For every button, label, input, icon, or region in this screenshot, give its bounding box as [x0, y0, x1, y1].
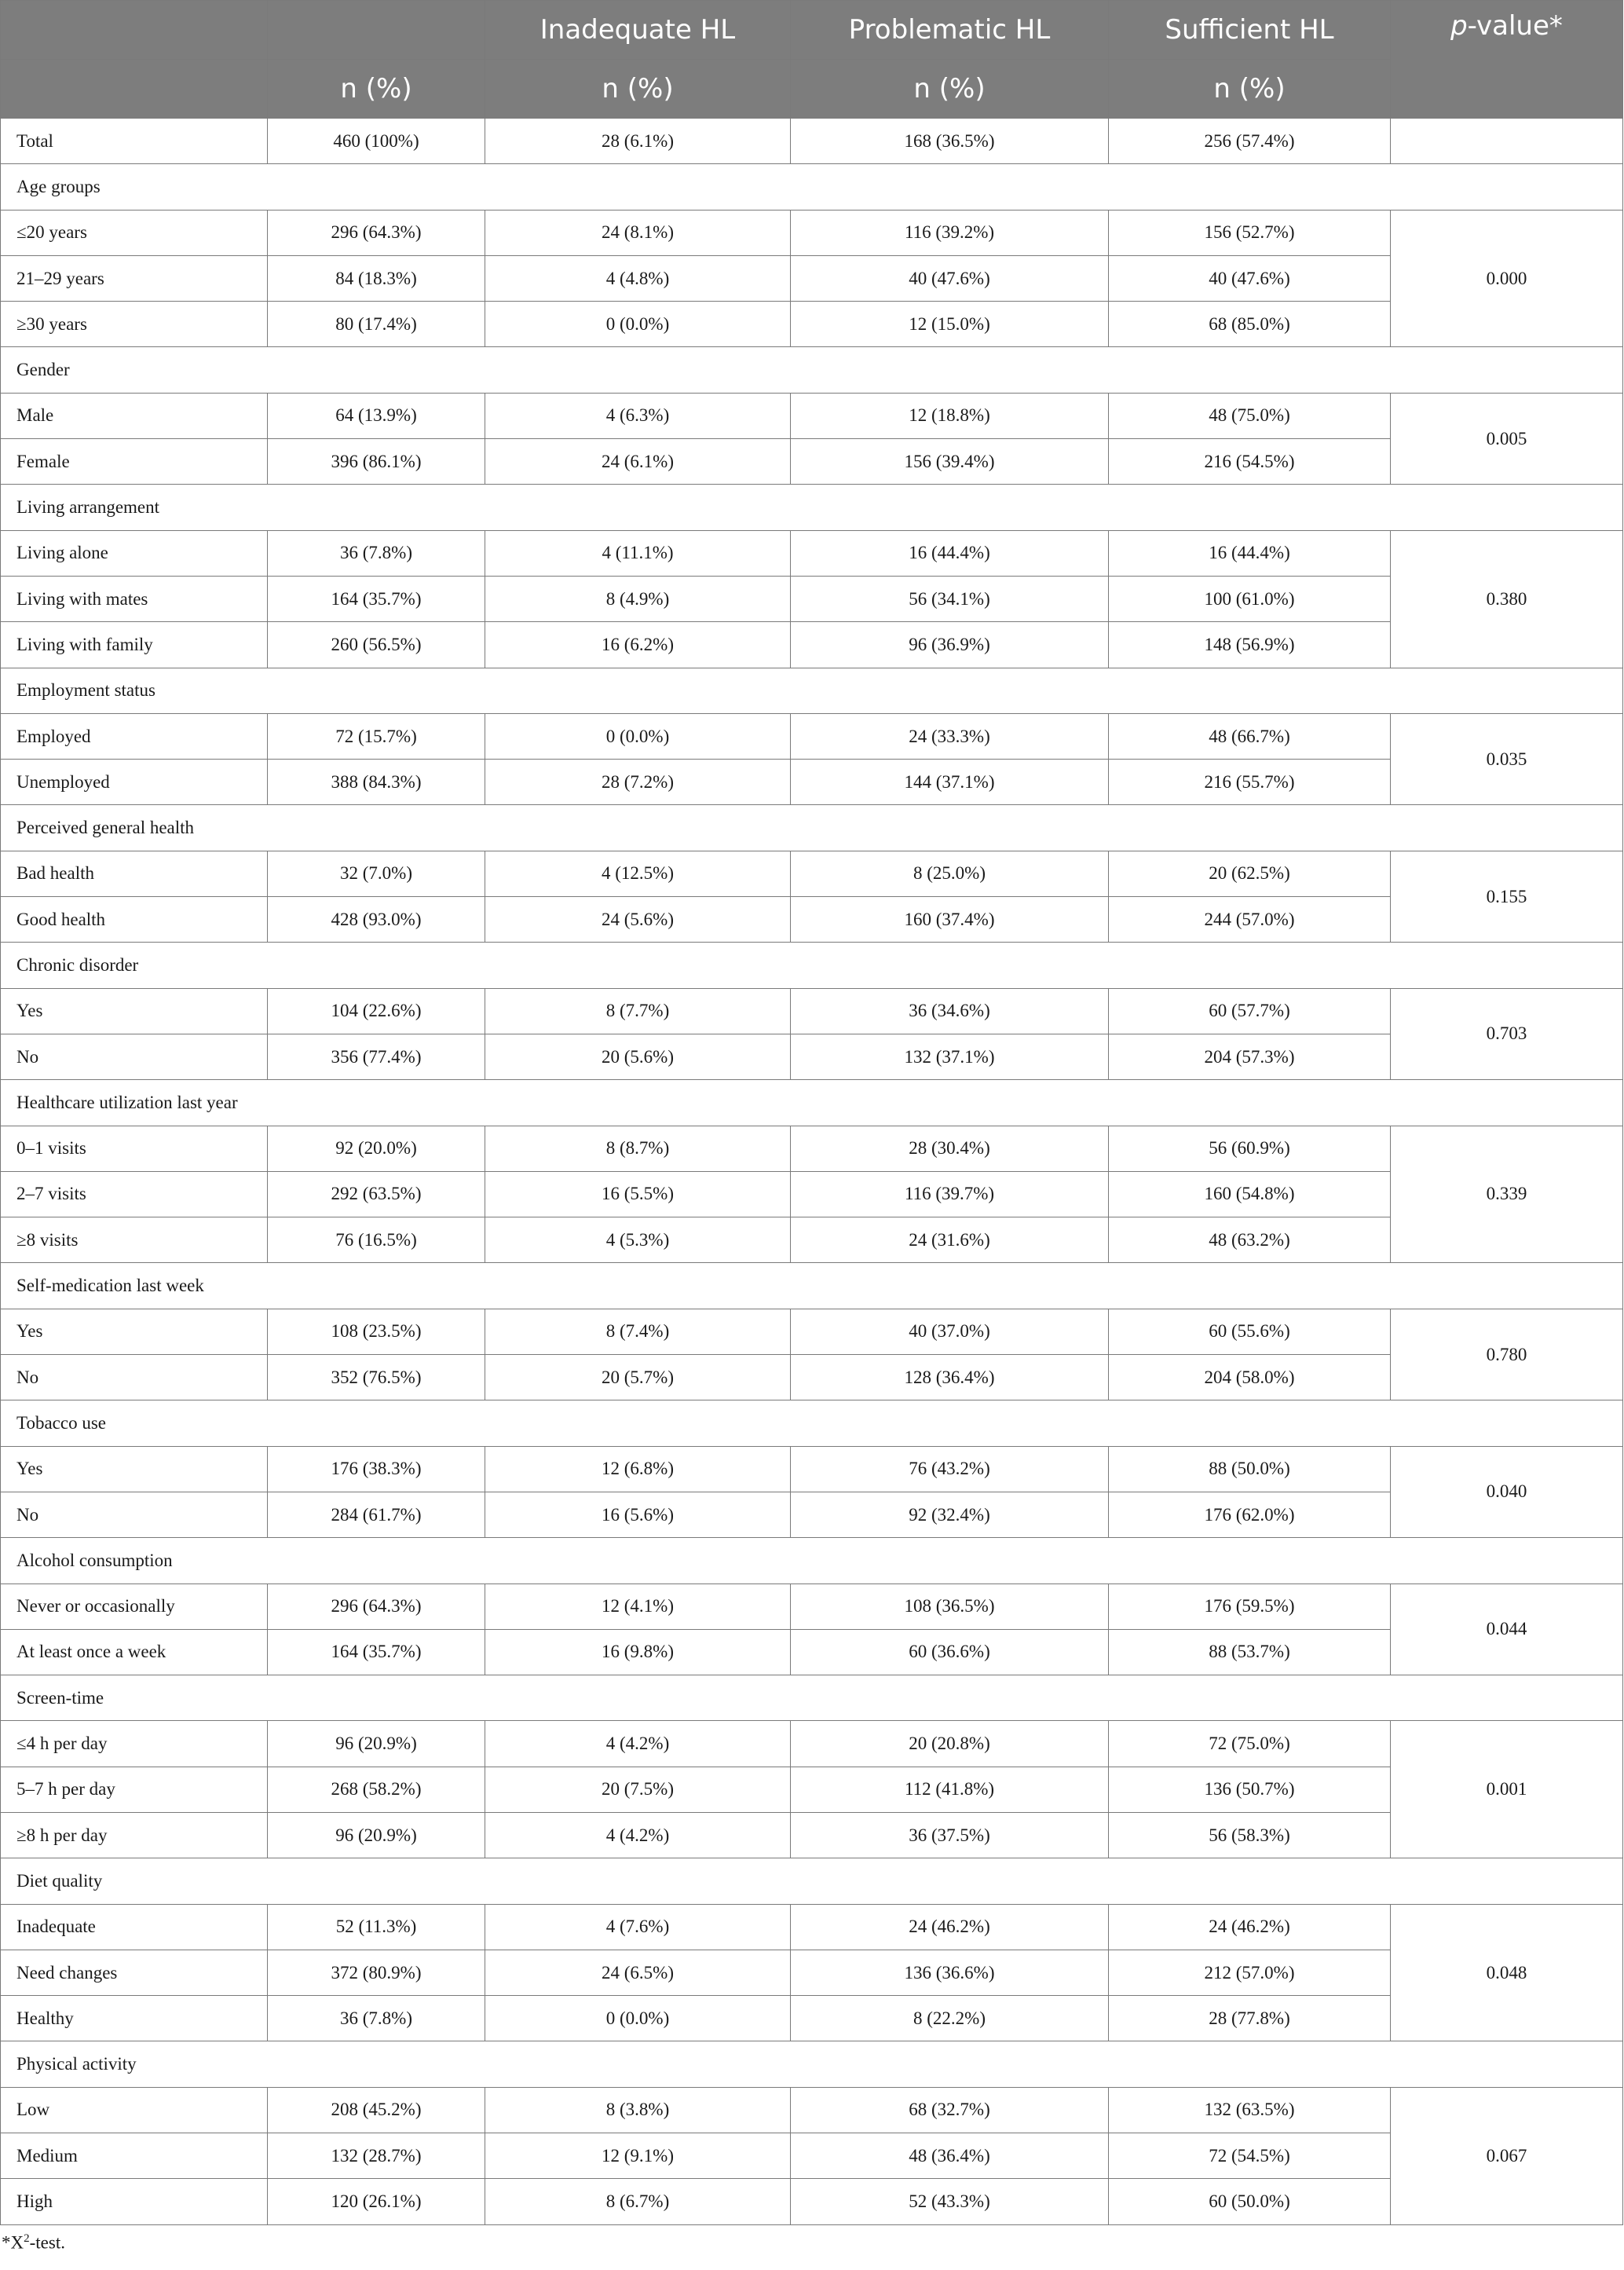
cell-problematic: 160 (37.4%) — [791, 897, 1109, 943]
cell-n: 164 (35.7%) — [268, 1629, 485, 1675]
group-title: Tobacco use — [1, 1400, 1623, 1446]
p-value-rest: -value* — [1467, 10, 1563, 42]
footnote-suffix: -test. — [29, 2232, 65, 2253]
cell-problematic: 116 (39.7%) — [791, 1171, 1109, 1217]
table-row — [1, 1904, 1623, 1950]
table-row — [1, 302, 1623, 347]
cell-sufficient: 40 (47.6%) — [1109, 255, 1391, 301]
cell-problematic: 52 (43.3%) — [791, 2179, 1109, 2224]
cell-problematic: 76 (43.2%) — [791, 1446, 1109, 1492]
group-header-row — [1, 1263, 1623, 1309]
cell-n: 292 (63.5%) — [268, 1171, 485, 1217]
header-n-percent: n (%) — [791, 60, 1109, 119]
row-label: ≤4 h per day — [1, 1721, 268, 1767]
cell-problematic: 24 (33.3%) — [791, 713, 1109, 759]
cell-inadequate: 12 (4.1%) — [485, 1584, 791, 1629]
cell-inadequate: 4 (7.6%) — [485, 1904, 791, 1950]
cell-sufficient: 176 (59.5%) — [1109, 1584, 1391, 1629]
table-row — [1, 1584, 1623, 1629]
group-title: Gender — [1, 347, 1623, 393]
cell-n: 428 (93.0%) — [268, 897, 485, 943]
row-label: 5–7 h per day — [1, 1767, 268, 1812]
cell-inadequate: 4 (4.2%) — [485, 1721, 791, 1767]
row-label: ≥8 visits — [1, 1217, 268, 1263]
cell-problematic: 92 (32.4%) — [791, 1492, 1109, 1537]
row-label: Never or occasionally — [1, 1584, 268, 1629]
cell-sufficient: 16 (44.4%) — [1109, 530, 1391, 576]
cell-sufficient: 60 (50.0%) — [1109, 2179, 1391, 2224]
row-label: Living with mates — [1, 576, 268, 621]
cell-sufficient: 48 (63.2%) — [1109, 1217, 1391, 1263]
group-header-row — [1, 164, 1623, 210]
group-header-row — [1, 1400, 1623, 1446]
cell-n: 96 (20.9%) — [268, 1812, 485, 1858]
cell-sufficient: 204 (57.3%) — [1109, 1034, 1391, 1079]
cell-inadequate: 20 (7.5%) — [485, 1767, 791, 1812]
cell-n: 52 (11.3%) — [268, 1904, 485, 1950]
cell-problematic: 24 (31.6%) — [791, 1217, 1109, 1263]
table-row — [1, 1034, 1623, 1079]
table-row — [1, 1171, 1623, 1217]
table-row — [1, 851, 1623, 896]
cell-p-value: 0.040 — [1391, 1446, 1623, 1538]
cell-sufficient: 88 (53.7%) — [1109, 1629, 1391, 1675]
group-header-row — [1, 1675, 1623, 1721]
cell-n: 76 (16.5%) — [268, 1217, 485, 1263]
table-row — [1, 1812, 1623, 1858]
header-n-percent: n (%) — [1109, 60, 1391, 119]
cell-sufficient: 100 (61.0%) — [1109, 576, 1391, 621]
cell-sufficient: 68 (85.0%) — [1109, 302, 1391, 347]
cell-inadequate: 8 (6.7%) — [485, 2179, 791, 2224]
table-row — [1, 393, 1623, 438]
table-row — [1, 2133, 1623, 2179]
header-sufficient-hl: Sufficient HL — [1109, 1, 1391, 60]
table-row — [1, 1492, 1623, 1537]
cell-sufficient: 48 (75.0%) — [1109, 393, 1391, 438]
cell-sufficient: 160 (54.8%) — [1109, 1171, 1391, 1217]
table-footnote — [2, 2232, 65, 2254]
table-row — [1, 1446, 1623, 1492]
cell-inadequate: 4 (5.3%) — [485, 1217, 791, 1263]
row-label: Good health — [1, 897, 268, 943]
cell-inadequate: 24 (8.1%) — [485, 210, 791, 255]
table-row — [1, 622, 1623, 668]
cell-n: 396 (86.1%) — [268, 439, 485, 485]
cell-n: 296 (64.3%) — [268, 1584, 485, 1629]
table-row — [1, 1355, 1623, 1400]
header-row-1 — [1, 1, 1623, 60]
cell-sufficient: 216 (54.5%) — [1109, 439, 1391, 485]
group-header-row — [1, 1080, 1623, 1126]
cell-sufficient: 212 (57.0%) — [1109, 1950, 1391, 1995]
table-body — [1, 119, 1623, 2225]
row-label: Employed — [1, 713, 268, 759]
row-label: High — [1, 2179, 268, 2224]
cell-n: 176 (38.3%) — [268, 1446, 485, 1492]
total-row — [1, 119, 1623, 164]
cell-n: 208 (45.2%) — [268, 2087, 485, 2133]
cell-inadequate: 16 (5.5%) — [485, 1171, 791, 1217]
cell-n: 356 (77.4%) — [268, 1034, 485, 1079]
row-label: Low — [1, 2087, 268, 2133]
cell-problematic: 12 (18.8%) — [791, 393, 1109, 438]
table-row — [1, 988, 1623, 1034]
cell-inadequate: 8 (7.4%) — [485, 1309, 791, 1354]
cell-sufficient: 56 (60.9%) — [1109, 1126, 1391, 1171]
cell-problematic: 116 (39.2%) — [791, 210, 1109, 255]
cell-p-value: 0.067 — [1391, 2087, 1623, 2224]
cell-sufficient: 256 (57.4%) — [1109, 119, 1391, 164]
cell-p-value: 0.380 — [1391, 530, 1623, 668]
cell-n: 64 (13.9%) — [268, 393, 485, 438]
table-row — [1, 2087, 1623, 2133]
cell-sufficient: 132 (63.5%) — [1109, 2087, 1391, 2133]
cell-problematic: 136 (36.6%) — [791, 1950, 1109, 1995]
header-empty-cell — [1, 1, 268, 60]
cell-inadequate: 24 (6.5%) — [485, 1950, 791, 1995]
cell-problematic: 36 (34.6%) — [791, 988, 1109, 1034]
cell-sufficient: 176 (62.0%) — [1109, 1492, 1391, 1537]
row-label: Living with family — [1, 622, 268, 668]
row-label: Unemployed — [1, 760, 268, 805]
cell-problematic: 132 (37.1%) — [791, 1034, 1109, 1079]
cell-inadequate: 12 (6.8%) — [485, 1446, 791, 1492]
cell-sufficient: 60 (55.6%) — [1109, 1309, 1391, 1354]
cell-inadequate: 20 (5.7%) — [485, 1355, 791, 1400]
table-row — [1, 1721, 1623, 1767]
cell-inadequate: 8 (7.7%) — [485, 988, 791, 1034]
cell-inadequate: 0 (0.0%) — [485, 302, 791, 347]
cell-sufficient: 136 (50.7%) — [1109, 1767, 1391, 1812]
cell-inadequate: 16 (5.6%) — [485, 1492, 791, 1537]
cell-problematic: 24 (46.2%) — [791, 1904, 1109, 1950]
cell-n: 108 (23.5%) — [268, 1309, 485, 1354]
row-label: Bad health — [1, 851, 268, 896]
group-title: Chronic disorder — [1, 943, 1623, 988]
group-header-row — [1, 1858, 1623, 1904]
cell-p-value: 0.339 — [1391, 1126, 1623, 1263]
cell-problematic: 128 (36.4%) — [791, 1355, 1109, 1400]
row-label: 0–1 visits — [1, 1126, 268, 1171]
cell-problematic: 68 (32.7%) — [791, 2087, 1109, 2133]
cell-inadequate: 28 (7.2%) — [485, 760, 791, 805]
table-row — [1, 2179, 1623, 2224]
row-label: No — [1, 1034, 268, 1079]
cell-n: 164 (35.7%) — [268, 576, 485, 621]
cell-sufficient: 148 (56.9%) — [1109, 622, 1391, 668]
cell-problematic: 60 (36.6%) — [791, 1629, 1109, 1675]
cell-problematic: 112 (41.8%) — [791, 1767, 1109, 1812]
row-label: Total — [1, 119, 268, 164]
row-label: 2–7 visits — [1, 1171, 268, 1217]
group-header-row — [1, 2041, 1623, 2087]
cell-n: 260 (56.5%) — [268, 622, 485, 668]
cell-p-value: 0.035 — [1391, 713, 1623, 805]
cell-p-value: 0.048 — [1391, 1904, 1623, 2041]
cell-p-value: 0.155 — [1391, 851, 1623, 943]
cell-n: 96 (20.9%) — [268, 1721, 485, 1767]
cell-p-value: 0.703 — [1391, 988, 1623, 1080]
cell-inadequate: 4 (6.3%) — [485, 393, 791, 438]
cell-n: 388 (84.3%) — [268, 760, 485, 805]
header-row-2 — [1, 60, 1623, 119]
table-row — [1, 255, 1623, 301]
cell-n: 72 (15.7%) — [268, 713, 485, 759]
cell-problematic: 28 (30.4%) — [791, 1126, 1109, 1171]
group-title: Perceived general health — [1, 805, 1623, 851]
table-row — [1, 1309, 1623, 1354]
row-label: Inadequate — [1, 1904, 268, 1950]
table-header — [1, 1, 1623, 119]
cell-problematic: 108 (36.5%) — [791, 1584, 1109, 1629]
cell-sufficient: 48 (66.7%) — [1109, 713, 1391, 759]
row-label: 21–29 years — [1, 255, 268, 301]
group-title: Healthcare utilization last year — [1, 1080, 1623, 1126]
cell-inadequate: 20 (5.6%) — [485, 1034, 791, 1079]
cell-n: 104 (22.6%) — [268, 988, 485, 1034]
cell-p-value: 0.000 — [1391, 210, 1623, 347]
cell-problematic: 156 (39.4%) — [791, 439, 1109, 485]
row-label: Yes — [1, 1309, 268, 1354]
cell-sufficient: 156 (52.7%) — [1109, 210, 1391, 255]
table-row — [1, 1996, 1623, 2041]
cell-n: 132 (28.7%) — [268, 2133, 485, 2179]
cell-sufficient: 56 (58.3%) — [1109, 1812, 1391, 1858]
cell-sufficient: 204 (58.0%) — [1109, 1355, 1391, 1400]
cell-sufficient: 72 (75.0%) — [1109, 1721, 1391, 1767]
table-row — [1, 760, 1623, 805]
footnote-prefix: *X — [2, 2232, 24, 2253]
cell-inadequate: 8 (4.9%) — [485, 576, 791, 621]
cell-n: 284 (61.7%) — [268, 1492, 485, 1537]
group-title: Age groups — [1, 164, 1623, 210]
cell-n: 80 (17.4%) — [268, 302, 485, 347]
cell-problematic: 16 (44.4%) — [791, 530, 1109, 576]
cell-n: 352 (76.5%) — [268, 1355, 485, 1400]
row-label: No — [1, 1492, 268, 1537]
cell-inadequate: 24 (6.1%) — [485, 439, 791, 485]
footnote-superscript: 2 — [24, 2232, 30, 2245]
cell-n: 84 (18.3%) — [268, 255, 485, 301]
cell-p-value — [1391, 119, 1623, 164]
group-header-row — [1, 485, 1623, 530]
cell-problematic: 8 (25.0%) — [791, 851, 1109, 896]
group-title: Alcohol consumption — [1, 1538, 1623, 1584]
cell-inadequate: 28 (6.1%) — [485, 119, 791, 164]
cell-sufficient: 216 (55.7%) — [1109, 760, 1391, 805]
row-label: Yes — [1, 988, 268, 1034]
cell-inadequate: 16 (6.2%) — [485, 622, 791, 668]
cell-problematic: 36 (37.5%) — [791, 1812, 1109, 1858]
cell-inadequate: 4 (11.1%) — [485, 530, 791, 576]
cell-n: 36 (7.8%) — [268, 1996, 485, 2041]
row-label: Living alone — [1, 530, 268, 576]
cell-problematic: 56 (34.1%) — [791, 576, 1109, 621]
cell-inadequate: 4 (4.2%) — [485, 1812, 791, 1858]
row-label: No — [1, 1355, 268, 1400]
row-label: At least once a week — [1, 1629, 268, 1675]
row-label: Male — [1, 393, 268, 438]
cell-problematic: 40 (47.6%) — [791, 255, 1109, 301]
group-title: Self-medication last week — [1, 1263, 1623, 1309]
header-problematic-hl: Problematic HL — [791, 1, 1109, 60]
header-empty-cell — [1, 60, 268, 119]
cell-sufficient: 20 (62.5%) — [1109, 851, 1391, 896]
cell-inadequate: 4 (4.8%) — [485, 255, 791, 301]
cell-n: 460 (100%) — [268, 119, 485, 164]
group-header-row — [1, 1538, 1623, 1584]
group-title: Living arrangement — [1, 485, 1623, 530]
cell-sufficient: 72 (54.5%) — [1109, 2133, 1391, 2179]
cell-p-value: 0.005 — [1391, 393, 1623, 485]
group-header-row — [1, 668, 1623, 713]
cell-problematic: 20 (20.8%) — [791, 1721, 1109, 1767]
cell-problematic: 40 (37.0%) — [791, 1309, 1109, 1354]
header-n-percent: n (%) — [485, 60, 791, 119]
row-label: ≥8 h per day — [1, 1812, 268, 1858]
table-row — [1, 1126, 1623, 1171]
row-label: ≤20 years — [1, 210, 268, 255]
cell-n: 120 (26.1%) — [268, 2179, 485, 2224]
cell-inadequate: 0 (0.0%) — [485, 713, 791, 759]
cell-inadequate: 8 (3.8%) — [485, 2087, 791, 2133]
cell-p-value: 0.044 — [1391, 1584, 1623, 1675]
group-title: Employment status — [1, 668, 1623, 713]
cell-sufficient: 88 (50.0%) — [1109, 1446, 1391, 1492]
cell-n: 32 (7.0%) — [268, 851, 485, 896]
cell-inadequate: 12 (9.1%) — [485, 2133, 791, 2179]
group-header-row — [1, 805, 1623, 851]
cell-inadequate: 4 (12.5%) — [485, 851, 791, 896]
group-title: Physical activity — [1, 2041, 1623, 2087]
row-label: Medium — [1, 2133, 268, 2179]
table-row — [1, 576, 1623, 621]
cell-problematic: 144 (37.1%) — [791, 760, 1109, 805]
row-label: Healthy — [1, 1996, 268, 2041]
cell-problematic: 8 (22.2%) — [791, 1996, 1109, 2041]
cell-n: 92 (20.0%) — [268, 1126, 485, 1171]
cell-inadequate: 8 (8.7%) — [485, 1126, 791, 1171]
cell-n: 372 (80.9%) — [268, 1950, 485, 1995]
cell-n: 268 (58.2%) — [268, 1767, 485, 1812]
cell-p-value: 0.780 — [1391, 1309, 1623, 1400]
table-row — [1, 210, 1623, 255]
cell-p-value: 0.001 — [1391, 1721, 1623, 1858]
cell-n: 296 (64.3%) — [268, 210, 485, 255]
row-label: Yes — [1, 1446, 268, 1492]
cell-inadequate: 16 (9.8%) — [485, 1629, 791, 1675]
group-header-row — [1, 347, 1623, 393]
group-header-row — [1, 943, 1623, 988]
cell-n: 36 (7.8%) — [268, 530, 485, 576]
row-label: ≥30 years — [1, 302, 268, 347]
header-inadequate-hl: Inadequate HL — [485, 1, 791, 60]
table-row — [1, 1217, 1623, 1263]
header-n-percent: n (%) — [268, 60, 485, 119]
group-title: Screen-time — [1, 1675, 1623, 1721]
header-p-value — [1391, 1, 1623, 119]
table-row — [1, 439, 1623, 485]
row-label: Female — [1, 439, 268, 485]
cell-sufficient: 244 (57.0%) — [1109, 897, 1391, 943]
row-label: Need changes — [1, 1950, 268, 1995]
cell-sufficient: 60 (57.7%) — [1109, 988, 1391, 1034]
cell-problematic: 96 (36.9%) — [791, 622, 1109, 668]
cell-problematic: 168 (36.5%) — [791, 119, 1109, 164]
table-row — [1, 897, 1623, 943]
cell-problematic: 48 (36.4%) — [791, 2133, 1109, 2179]
cell-problematic: 12 (15.0%) — [791, 302, 1109, 347]
p-value-italic: p — [1450, 10, 1468, 42]
table-row — [1, 713, 1623, 759]
table-row — [1, 1629, 1623, 1675]
table-row — [1, 1767, 1623, 1812]
cell-sufficient: 24 (46.2%) — [1109, 1904, 1391, 1950]
cell-inadequate: 0 (0.0%) — [485, 1996, 791, 2041]
table-row — [1, 1950, 1623, 1995]
header-empty-cell — [268, 1, 485, 60]
cell-sufficient: 28 (77.8%) — [1109, 1996, 1391, 2041]
cell-inadequate: 24 (5.6%) — [485, 897, 791, 943]
group-title: Diet quality — [1, 1858, 1623, 1904]
table-row — [1, 530, 1623, 576]
